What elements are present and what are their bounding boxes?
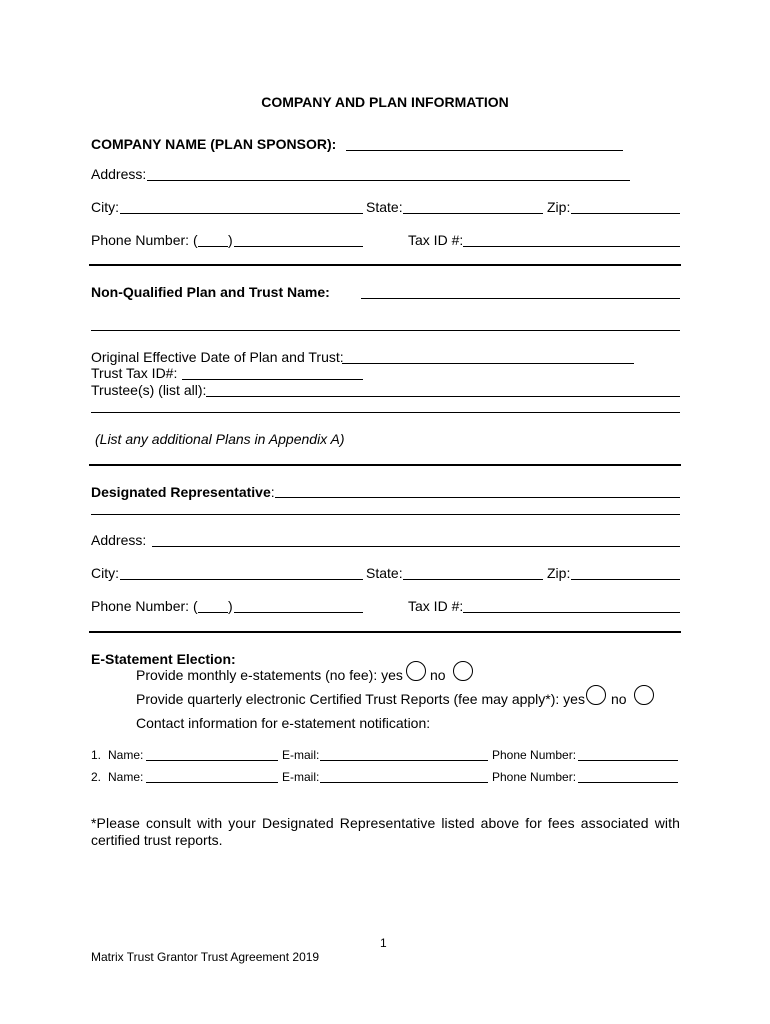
company-taxid-label: Tax ID #:	[408, 232, 464, 248]
rep-phone-label: Phone Number: (	[91, 598, 198, 614]
rep-phone-field[interactable]	[234, 612, 363, 613]
rep-phone-area-field[interactable]	[198, 612, 228, 613]
rep-state-label: State:	[366, 565, 403, 581]
monthly-estatement-text: Provide monthly e-statements (no fee): yes	[136, 667, 403, 683]
company-phone-paren: )	[228, 232, 233, 248]
company-address-label: Address:	[91, 166, 147, 182]
rep-state-field[interactable]	[403, 579, 543, 580]
rep-taxid-label: Tax ID #:	[408, 598, 464, 614]
contact-2-name-label: Name:	[108, 770, 144, 784]
monthly-yes-radio[interactable]	[406, 661, 426, 681]
quarterly-yes-radio[interactable]	[586, 685, 606, 705]
monthly-no-label: no	[430, 667, 446, 683]
company-name-field[interactable]	[346, 150, 623, 151]
contact-info-text: Contact information for e-statement notification:	[136, 715, 431, 731]
rep-phone-paren: )	[228, 598, 233, 614]
contact-2-phone-field[interactable]	[578, 782, 678, 783]
contact-1-phone-label: Phone Number:	[492, 748, 577, 762]
trust-tax-id-label: Trust Tax ID#:	[91, 365, 178, 381]
quarterly-no-radio[interactable]	[634, 685, 654, 705]
trust-tax-id-field[interactable]	[182, 379, 363, 380]
additional-plans-note: (List any additional Plans in Appendix A)	[95, 431, 345, 447]
company-taxid-field[interactable]	[463, 246, 680, 247]
company-phone-field[interactable]	[234, 246, 363, 247]
footnote-line-2: certified trust reports.	[91, 832, 223, 848]
contact-1-number: 1.	[91, 748, 102, 762]
footnote-line-1: *Please consult with your Designated Representative listed above for fees associated with	[91, 815, 680, 831]
page-title: COMPANY AND PLAN INFORMATION	[261, 94, 509, 110]
section-divider	[89, 264, 681, 266]
company-phone-area-field[interactable]	[198, 246, 228, 247]
plan-name-field[interactable]	[361, 298, 680, 299]
quarterly-reports-text: Provide quarterly electronic Certified Trust Reports (fee may apply*): yes	[136, 691, 585, 707]
contact-1-name-field[interactable]	[146, 760, 278, 761]
trustees-field-line2[interactable]	[91, 412, 680, 413]
company-city-label: City:	[91, 199, 119, 215]
section-divider	[89, 464, 681, 466]
company-address-field[interactable]	[147, 180, 630, 181]
representative-field[interactable]	[275, 497, 680, 498]
effective-date-label: Original Effective Date of Plan and Trust:	[91, 349, 344, 365]
rep-address-label: Address:	[91, 532, 147, 548]
representative-field-line2[interactable]	[91, 514, 680, 515]
monthly-no-radio[interactable]	[453, 661, 473, 681]
company-phone-label: Phone Number: (	[91, 232, 198, 248]
contact-2-email-label: E-mail:	[282, 770, 320, 784]
contact-2-phone-label: Phone Number:	[492, 770, 577, 784]
company-zip-label: Zip:	[547, 199, 571, 215]
plan-name-field-line2[interactable]	[91, 330, 680, 331]
company-state-field[interactable]	[403, 213, 543, 214]
contact-1-email-field[interactable]	[320, 760, 488, 761]
section-divider	[89, 631, 681, 633]
footer-text: Matrix Trust Grantor Trust Agreement 2019	[91, 950, 320, 964]
company-city-field[interactable]	[120, 213, 363, 214]
rep-city-field[interactable]	[120, 579, 363, 580]
plan-name-label: Non-Qualified Plan and Trust Name:	[91, 284, 330, 300]
estatement-heading: E-Statement Election:	[91, 651, 236, 667]
rep-zip-field[interactable]	[571, 579, 680, 580]
representative-label: Designated Representative	[91, 484, 271, 500]
company-name-label: COMPANY NAME (PLAN SPONSOR):	[91, 136, 337, 152]
company-state-label: State:	[366, 199, 403, 215]
rep-city-label: City:	[91, 565, 119, 581]
contact-2-name-field[interactable]	[146, 782, 278, 783]
contact-1-name-label: Name:	[108, 748, 144, 762]
rep-taxid-field[interactable]	[463, 612, 680, 613]
company-zip-field[interactable]	[571, 213, 680, 214]
contact-1-phone-field[interactable]	[578, 760, 678, 761]
trustees-field[interactable]	[206, 396, 680, 397]
effective-date-field[interactable]	[342, 363, 634, 364]
page-number: 1	[380, 936, 387, 950]
trustees-label: Trustee(s) (list all):	[91, 382, 207, 398]
rep-zip-label: Zip:	[547, 565, 571, 581]
contact-2-email-field[interactable]	[320, 782, 488, 783]
contact-1-email-label: E-mail:	[282, 748, 320, 762]
representative-label-row	[91, 484, 275, 500]
contact-2-number: 2.	[91, 770, 102, 784]
quarterly-no-label: no	[611, 691, 627, 707]
rep-address-field[interactable]	[152, 546, 680, 547]
representative-colon: :	[270, 484, 275, 500]
